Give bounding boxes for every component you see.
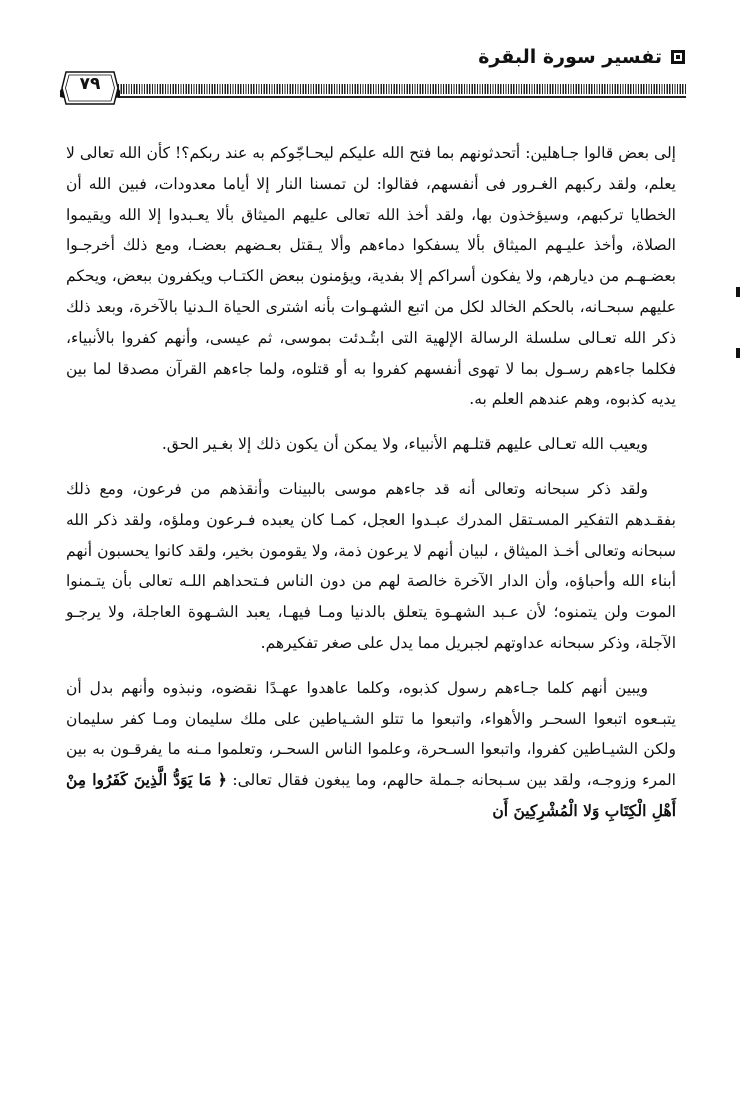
- ornament-icon: [670, 49, 686, 65]
- margin-mark: [736, 348, 740, 358]
- page-body: [66, 138, 676, 841]
- paragraph-4-text: ويبين أنهم كلما جـاءهم رسول كذبوه، وكلما عاهدوا عهـدًا نقضوه، ونبذوه وأنهم بدل أن يتبـعوه اتبعوا السحـر والأهواء، واتبعوا ما تتلو الشـياطين على ملك سليمان ومـا كفر سليمان ولكن الشيـاطين كفروا، واتبعوا السـحرة، وعلموا الناس السحـر، وتعلموا مـنه ما يفرقـون به بين المرء وزوجـه، ولقد بين سـبحانه جـملة حالهم، وما يبغون فقال تعالى:: [66, 678, 676, 790]
- header-rule: [118, 84, 686, 94]
- header-title-group: [478, 42, 686, 72]
- paragraph-1: إلى بعض قالوا جـاهلين: أتحدثونهم بما فتح الله عليكم ليحـاجّوكم به عند ربكم؟! كأن الله تعالى لا يعلم، ولقد ركبهم الغـرور فى أنفسهم، فقالوا: لن تمسنا النار إلا أياما معدودات، فبين الله أن الخطايا تركبهم، وسيؤخذون بها، ولقد أخذ الله تعالى عليهم الميثاق بألا يعـبدوا إلا الله ويقيموا الصلاة، وأخذ عليـهم الميثاق بألا يسفكوا دماءهم وألا يـقتل بعـضهم بعضـا، ومع ذلك أخرجـوا بعضـهـم من ديارهم، ولا يفكون أسراكم إلا بفدية، ويؤمنون ببعض الكتـاب ويكفرون ببعض، ويحكم عليهم سبحـانه، بالحكم الخالد لكل من اتبع الشهـوات بأنه اشترى الحياة الـدنيا بالآخرة، وبعد ذلك ذكر الله تعـالى سلسلة الرسالة الإلهية التى ابتُـدئت بموسى، ثم عيسى، وأنهم كفروا بالأنبياء، فكلما جاءهم رسـول بما لا تهوى أنفسهم كفروا به أو قتلوه، ولما جاءهم القرآن مصدقا لما بين يديه كذبوه، وهم عندهم العلم به.: [66, 144, 676, 409]
- page-number: ٧٩: [79, 74, 101, 94]
- paragraph-2: ويعيب الله تعـالى عليهم قتلـهم الأنبياء، ولا يمكن أن يكون ذلك إلا بغـير الحق.: [161, 435, 648, 454]
- header-rule-line: [118, 96, 686, 98]
- page-header: [60, 38, 686, 108]
- margin-mark: [736, 287, 740, 297]
- book-title: تفسير سورة البقرة: [478, 46, 662, 68]
- paragraph-3: ولقد ذكر سبحانه وتعالى أنه قد جاءهم موسى بالبينات وأنقذهم من فرعون، ومع ذلك بفقـدهم التفكير المسـتقل المدرك عبـدوا العجل، كمـا كان يعبده فـرعون وملؤه، ولقد ذكر الله سبحانه وتعالى أخـذ الميثاق ، لبيان أنهم لا يرعون ذمة، ولا يقومون بخير، ولقد كانوا يحسبون أنهم أبناء الله وأحباؤه، وأن الدار الآخرة خالصة لهم من دون الناس فـتحداهم اللـه تعالى بأن يتـمنوا الموت ولن يتمنوه؛ لأن عـبد الشهـوة يتعلق بالدنيا ومـا فيهـا، يعبد الشـهوة العاجلة، ولا يرجـو الآجلة، وذكر سبحانه عداوتهم لجبريل مما يدل على صغر تفكيرهم.: [66, 479, 676, 652]
- paragraph-4: [66, 673, 676, 827]
- quran-verse: ﴿ مَا يَوَدُّ الَّذِينَ كَفَرُوا مِنْ أَهْلِ الْكِتَابِ وَلا الْمُشْرِكِينَ أَن: [66, 770, 676, 820]
- page-number-badge: [60, 68, 120, 108]
